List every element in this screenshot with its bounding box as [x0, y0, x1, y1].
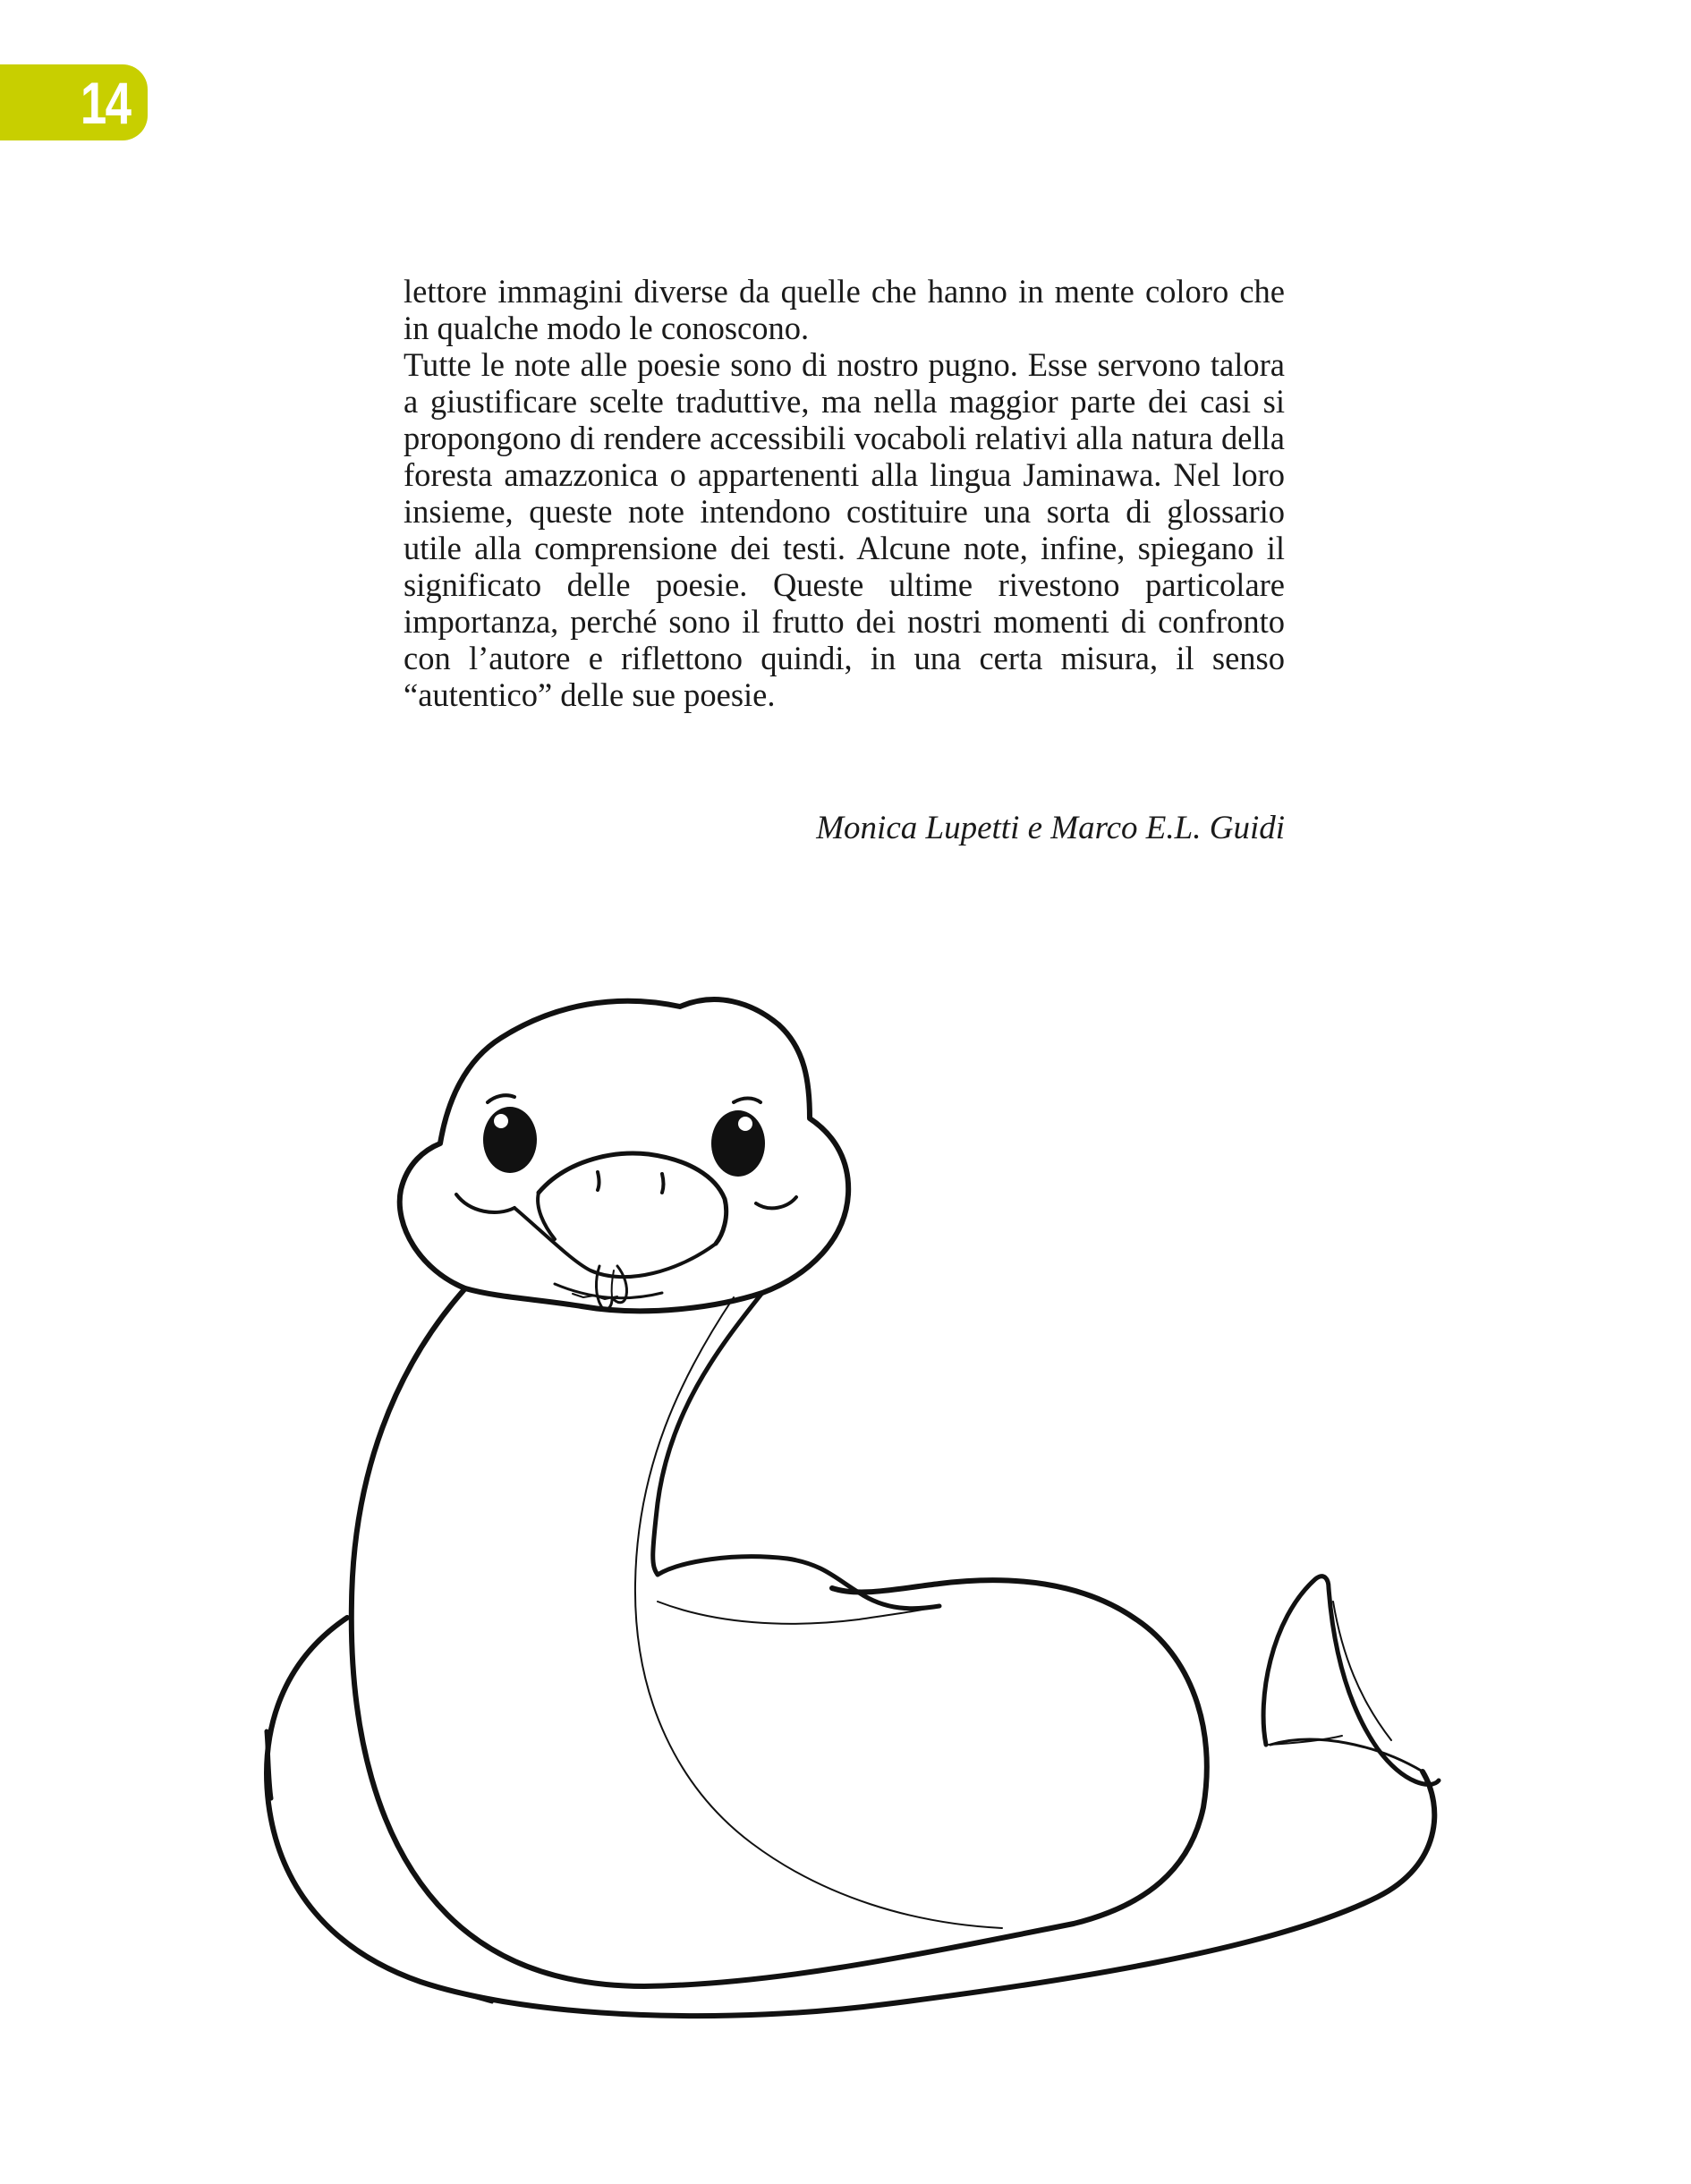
page-number-tab [0, 64, 148, 140]
neck-right [653, 1293, 762, 1575]
eye-right [711, 1110, 765, 1177]
body-segment [658, 1557, 939, 1609]
neck-left [352, 1288, 1207, 1986]
nostril-right [662, 1174, 664, 1193]
mouth [456, 1194, 514, 1212]
tail [1263, 1576, 1439, 1785]
coil-inner-top [1270, 1739, 1423, 1772]
paragraph: Tutte le note alle poesie sono di nostro pugno. Esse servono talora a giustificare scelte traduttive, ma nella maggior parte dei casi si propongono di rendere accessibili vocaboli relativi alla natura della foresta amazzonica o appartenenti alla lingua Jaminawa. Nel loro insieme, queste note intendono costituire una sorta di glossario utile alla comprensione dei testi. Alcune note, infine, spiegano il significato delle poesie. Queste ultime rivestono particolare importanza, perché sono il frutto dei nostri momenti di confronto con l’autore e riflettono quindi, in una certa misura, il senso “autentico” delle sue poesie. [404, 346, 1285, 713]
coil-outline [267, 1618, 1434, 2016]
eye-left [483, 1107, 537, 1173]
paragraph: lettore immagini diverse da quelle che hanno in mente coloro che in qualche modo le conoscono. [404, 273, 1285, 346]
snake-illustration [251, 993, 1449, 2107]
nostril-left [598, 1172, 599, 1190]
body-text [404, 273, 1285, 713]
page-number: 14 [80, 69, 130, 136]
author-signature: Monica Lupetti e Marco E.L. Guidi [816, 810, 1285, 846]
snout [539, 1153, 727, 1244]
eyes [483, 1107, 765, 1177]
